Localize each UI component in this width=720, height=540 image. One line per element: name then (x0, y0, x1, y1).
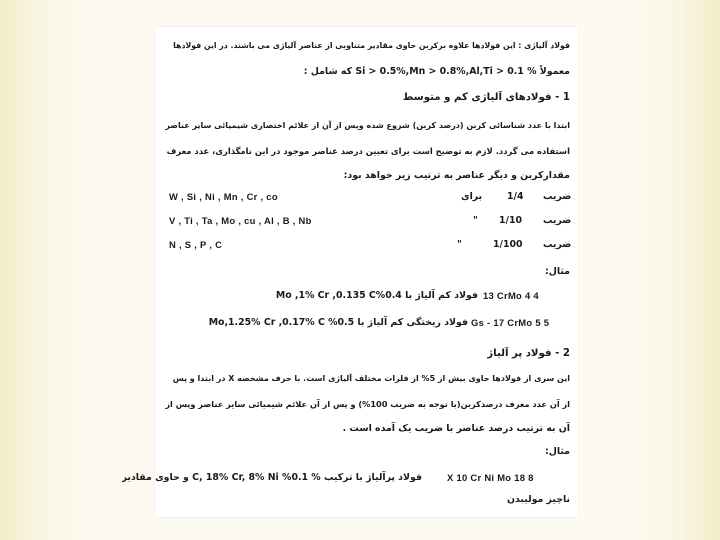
example2-heading: مثال: (544, 446, 570, 457)
section2-line-2: از آن عدد معرف درصدکربن(با توجه به ضریب 100%) و پس از آن علائم شیمیائی سایر عناصر وپس از (165, 399, 570, 409)
factor-for: " (457, 239, 462, 250)
section1-line-1: ابتدا با عدد شناسائی کربن (درصد کربن) شروع شده وپس از آن از علائم اختصاری شیمیائی سایر عناصر (165, 121, 570, 130)
example-description: فولاد پرآلیاژ با ترکیب % 0.1% C, 18% Cr, 8% Ni و حاوی مقادیر (121, 472, 422, 483)
factor-elements: W , Si , Ni , Mn , Cr , co (169, 191, 278, 202)
section1-line-2: استفاده می گردد. لازم به توضیح است برای تعیین درصد عناصر موجود در این نامگذاری، عدد معرف (166, 146, 570, 156)
intro-line-2: معمولاً % Si > 0.5%,Mn > 0.8%,Al,Ti > 0.1 که شامل : (303, 66, 570, 77)
factor-label: ضریب (543, 239, 572, 250)
factor-value: 1/10 (499, 215, 522, 226)
document-page (121, 27, 578, 517)
factor-label: ضریب (543, 215, 572, 226)
section2-line-3: آن به ترتیب درصد عناصر با ضریب یک آمده است . (342, 423, 570, 434)
intro-line-1: فولاد آلیاژی : این فولادها علاوه برکربن حاوی مقادیر متناوبی از عناصر آلیاژی می باشند. در این فولادها (173, 41, 570, 50)
section1-line-3: مقدارکربن و دیگر عناصر به ترتیب زیر خواهد بود: (343, 170, 570, 181)
factor-value: 1/100 (493, 239, 523, 250)
factor-for: " (473, 215, 478, 226)
example1-heading: مثال: (544, 266, 570, 277)
section2-line-1: این سری از فولادها حاوی بیش از 5% از فلزات مختلف آلیاژی است. با حرف مشخصه X در ابتدا و پس (172, 374, 570, 383)
example-code: Gs - 17 CrMo 5 5 (471, 317, 550, 328)
example-description: فولاد کم آلیاژ با 0.4%Mo ,1% Cr ,0.135 C (275, 290, 478, 301)
example-code: X 10 Cr Ni Mo 18 8 (447, 472, 534, 483)
example2-tail: ناچیز مولیبدن (507, 494, 570, 505)
example-code: 13 CrMo 4 4 (483, 290, 539, 301)
factor-label: ضریب (543, 191, 572, 202)
factor-value: 1/4 (507, 191, 524, 202)
factor-for: برای (461, 191, 483, 202)
section1-heading: 1 - فولادهای آلیاژی کم و متوسط (402, 92, 570, 103)
section2-heading: 2 - فولاد پر آلیاژ (487, 348, 570, 359)
factor-elements: V , Ti , Ta , Mo , cu , Al , B , Nb (169, 215, 312, 226)
factor-elements: N , S , P , C (169, 239, 223, 250)
example-description: فولاد ریختگی کم آلیاژ با 0.5% Mo,1.25% Cr ,0.17% C (208, 317, 468, 328)
